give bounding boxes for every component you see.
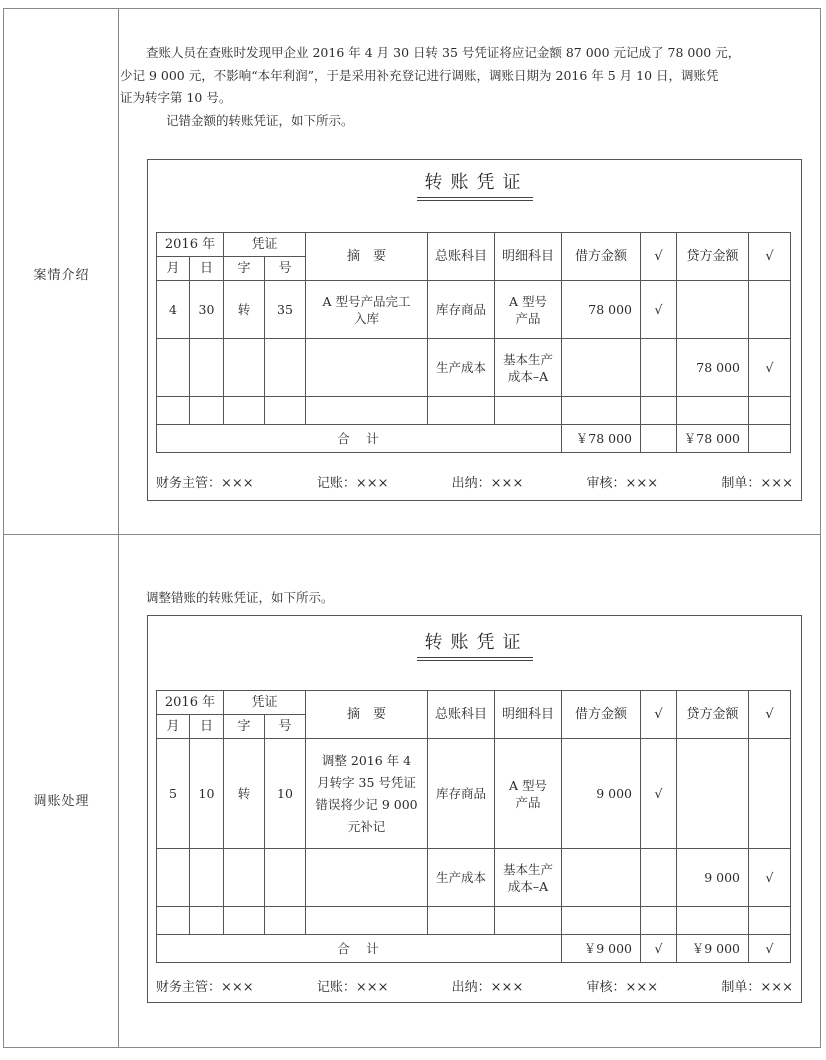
row-day: 30 — [190, 281, 224, 339]
row-zi — [224, 849, 265, 907]
total-label: 合 计 — [157, 935, 562, 963]
adjust-section — [4, 535, 820, 1047]
row-general: 生产成本 — [428, 849, 495, 907]
header-year: 2016 年 — [157, 691, 224, 715]
row-credit: 78 000 — [677, 339, 749, 397]
row-debit-check: √ — [641, 739, 677, 849]
adjust-paragraph: 调整错账的转账凭证，如下所示。 — [146, 590, 334, 605]
total-debit: ￥9 000 — [562, 935, 641, 963]
row-detail: A 型号产品 — [495, 281, 562, 339]
total-credit-check — [749, 425, 791, 453]
header-credit-check: √ — [749, 691, 791, 739]
row-hao: 35 — [265, 281, 306, 339]
row-credit — [677, 739, 749, 849]
header-day: 日 — [190, 257, 224, 281]
header-credit: 贷方金额 — [677, 233, 749, 281]
case-line-4 — [146, 110, 810, 133]
header-general-account: 总账科目 — [428, 691, 495, 739]
total-credit: ￥9 000 — [677, 935, 749, 963]
sign-preparer: 制单：××× — [721, 980, 793, 995]
header-summary: 摘 要 — [306, 233, 428, 281]
row-credit-check: √ — [749, 849, 791, 907]
adjust-voucher-table — [156, 690, 791, 963]
header-voucher: 凭证 — [224, 233, 306, 257]
total-row — [157, 425, 791, 453]
document-frame — [3, 8, 821, 1048]
table-row — [157, 849, 791, 907]
header-debit: 借方金额 — [562, 691, 641, 739]
case-voucher-title: 转账凭证 — [148, 168, 801, 201]
row-hao: 10 — [265, 739, 306, 849]
sign-bookkeeper: 记账：××× — [316, 476, 389, 491]
row-debit-check: √ — [641, 281, 677, 339]
row-debit-check — [641, 849, 677, 907]
table-row-empty — [157, 397, 791, 425]
header-general-account: 总账科目 — [428, 233, 495, 281]
row-hao — [265, 849, 306, 907]
row-general: 生产成本 — [428, 339, 495, 397]
row-credit-check — [749, 281, 791, 339]
sign-preparer: 制单：××× — [721, 476, 793, 491]
table-row — [157, 281, 791, 339]
row-summary — [306, 339, 428, 397]
case-paragraph — [120, 42, 810, 132]
total-label: 合 计 — [157, 425, 562, 453]
row-month: 4 — [157, 281, 190, 339]
row-credit-check: √ — [749, 339, 791, 397]
case-voucher-table — [156, 232, 791, 453]
header-detail-account: 明细科目 — [495, 691, 562, 739]
case-voucher — [147, 159, 802, 501]
header-detail-account: 明细科目 — [495, 233, 562, 281]
table-row-empty — [157, 907, 791, 935]
adjust-voucher-title: 转账凭证 — [148, 628, 801, 661]
header-hao: 号 — [265, 715, 306, 739]
sign-finance-manager: 财务主管：××× — [156, 476, 254, 491]
row-hao — [265, 339, 306, 397]
header-debit: 借方金额 — [562, 233, 641, 281]
sign-finance-manager: 财务主管：××× — [156, 980, 254, 995]
row-day — [190, 849, 224, 907]
total-row — [157, 935, 791, 963]
case-content — [120, 9, 820, 534]
sign-auditor: 审核：××× — [586, 476, 659, 491]
row-debit — [562, 849, 641, 907]
case-line-3: 证为转字第 10 号。 — [120, 90, 232, 105]
row-zi — [224, 339, 265, 397]
row-debit — [562, 339, 641, 397]
row-day: 10 — [190, 739, 224, 849]
header-zi: 字 — [224, 715, 265, 739]
case-line-2: 少记 9 000 元，不影响“本年利润”，于是采用补充登记进行调账，调账日期为 2016 年 5 月 10 日，调账凭 — [120, 67, 719, 83]
total-debit-check: √ — [641, 935, 677, 963]
sign-bookkeeper: 记账：××× — [316, 980, 389, 995]
row-credit — [677, 281, 749, 339]
sign-cashier: 出纳：××× — [451, 476, 524, 491]
row-debit: 78 000 — [562, 281, 641, 339]
row-summary — [306, 849, 428, 907]
row-general: 库存商品 — [428, 739, 495, 849]
total-debit-check — [641, 425, 677, 453]
case-label: 案情介绍 — [33, 268, 90, 283]
header-summary: 摘 要 — [306, 691, 428, 739]
adjust-label: 调账处理 — [33, 794, 90, 809]
row-month — [157, 849, 190, 907]
case-line-1: 查账人员在查账时发现甲企业 2016 年 4 月 30 日转 35 号凭证将应记金额 87 000 元记成了 78 000 元， — [146, 45, 741, 60]
total-credit-check: √ — [749, 935, 791, 963]
row-credit: 9 000 — [677, 849, 749, 907]
header-debit-check: √ — [641, 691, 677, 739]
case-section — [4, 9, 820, 535]
row-month — [157, 339, 190, 397]
table-row — [157, 739, 791, 849]
row-zi: 转 — [224, 281, 265, 339]
row-detail: A 型号产品 — [495, 739, 562, 849]
header-credit: 贷方金额 — [677, 691, 749, 739]
header-voucher: 凭证 — [224, 691, 306, 715]
row-day — [190, 339, 224, 397]
adjust-signatures — [156, 976, 793, 995]
adjust-content — [120, 535, 820, 1047]
header-debit-check: √ — [641, 233, 677, 281]
row-zi: 转 — [224, 739, 265, 849]
header-month: 月 — [157, 715, 190, 739]
adjust-label-cell — [4, 535, 119, 1047]
row-debit: 9 000 — [562, 739, 641, 849]
row-detail: 基本生产成本–A — [495, 849, 562, 907]
row-general: 库存商品 — [428, 281, 495, 339]
case-line-4-text: 记错金额的转账凭证，如下所示。 — [166, 112, 354, 128]
table-row — [157, 339, 791, 397]
header-zi: 字 — [224, 257, 265, 281]
row-summary: 调整 2016 年 4 月转字 35 号凭证错误将少记 9 000 元补记 — [306, 739, 428, 849]
total-debit: ￥78 000 — [562, 425, 641, 453]
adjust-voucher — [147, 615, 802, 1003]
row-summary: A 型号产品完工入库 — [306, 281, 428, 339]
row-debit-check — [641, 339, 677, 397]
header-year: 2016 年 — [157, 233, 224, 257]
header-hao: 号 — [265, 257, 306, 281]
header-month: 月 — [157, 257, 190, 281]
header-day: 日 — [190, 715, 224, 739]
row-detail: 基本生产成本–A — [495, 339, 562, 397]
case-signatures — [156, 472, 793, 491]
total-credit: ￥78 000 — [677, 425, 749, 453]
sign-auditor: 审核：××× — [586, 980, 659, 995]
sign-cashier: 出纳：××× — [451, 980, 524, 995]
row-month: 5 — [157, 739, 190, 849]
case-label-cell — [4, 9, 119, 534]
row-credit-check — [749, 739, 791, 849]
header-credit-check: √ — [749, 233, 791, 281]
